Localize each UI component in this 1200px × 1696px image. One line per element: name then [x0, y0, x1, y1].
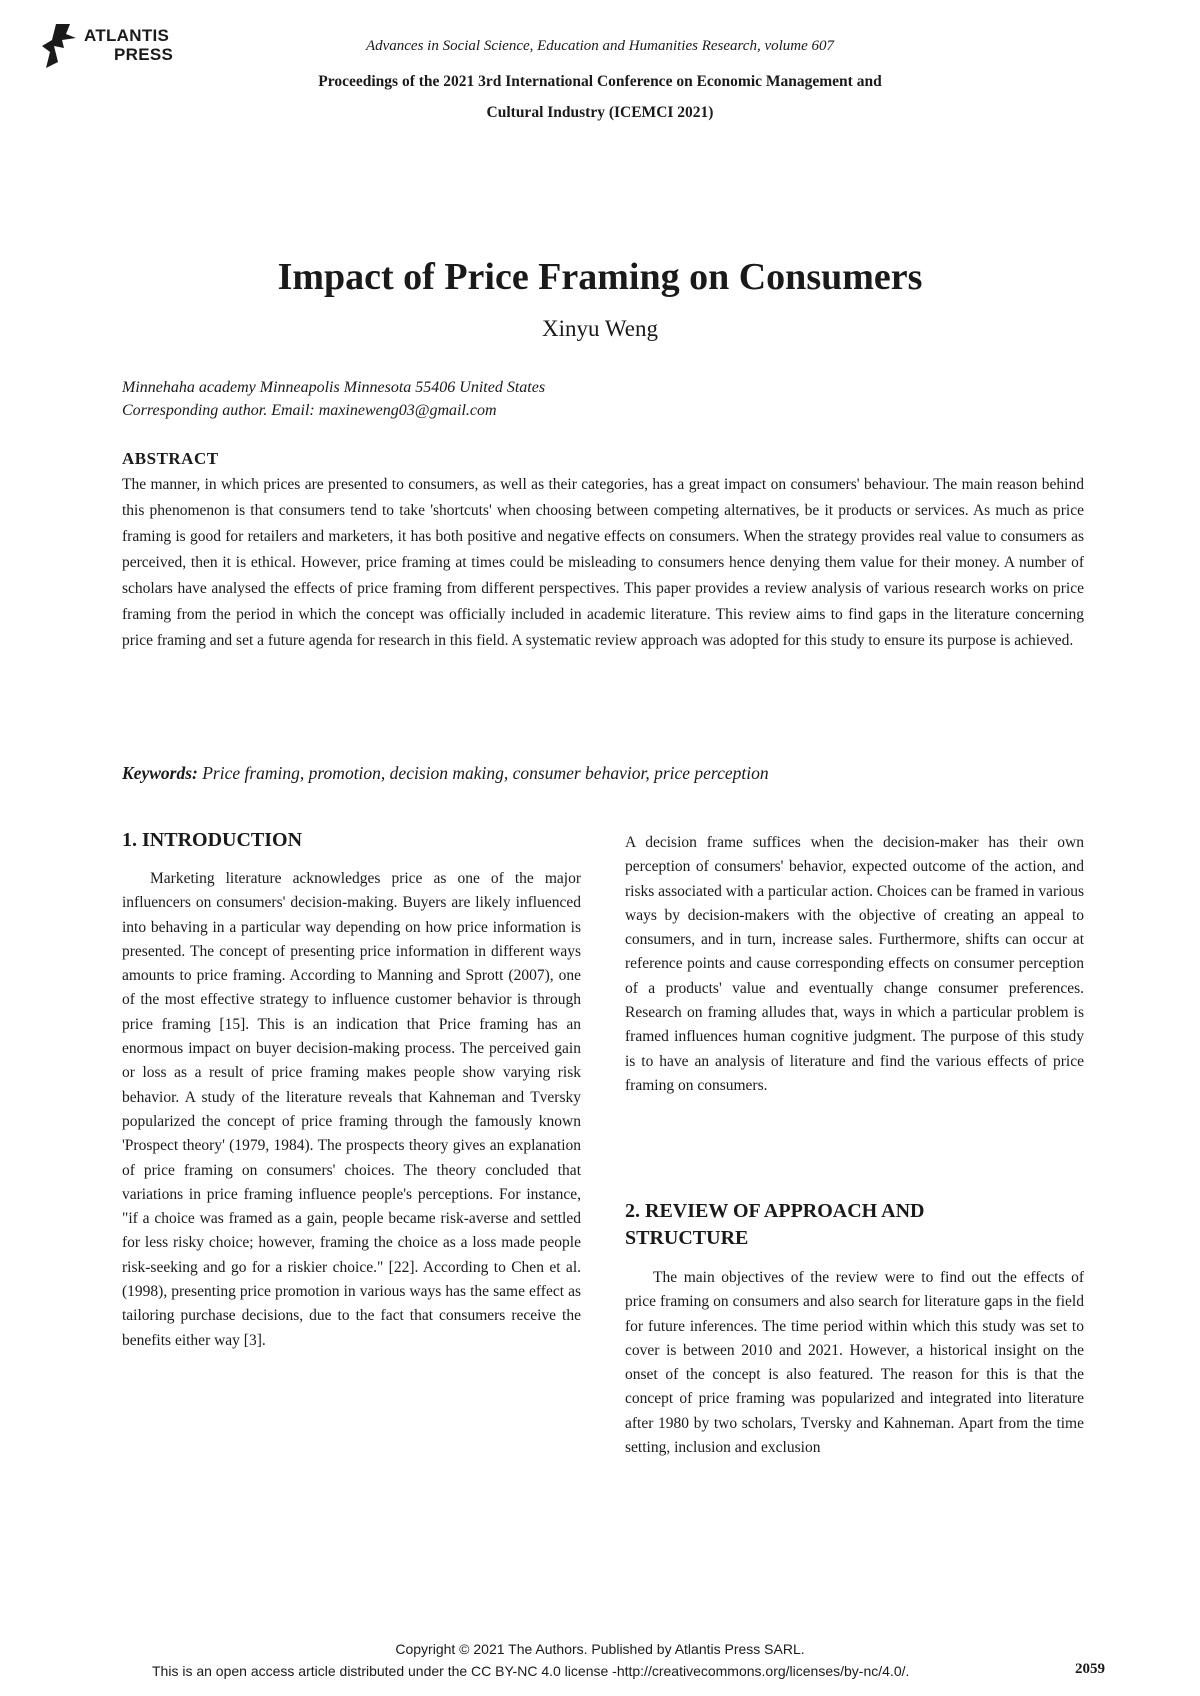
license-notice: This is an open access article distributed under the CC BY-NC 4.0 license -http://creativecommons.org/licenses/by-nc/4.0/.: [152, 1663, 910, 1679]
proceedings-line1: Proceedings of the 2021 3rd International Conference on Economic Management and: [318, 73, 882, 90]
section-2-heading: [625, 1198, 1084, 1252]
proceedings-line2: Cultural Industry (ICEMCI 2021): [486, 104, 714, 121]
proceedings-title: [240, 66, 960, 128]
journal-name: Advances in Social Science, Education and Humanities Research, volume 607: [365, 38, 835, 54]
section-2-heading-line2: STRUCTURE: [625, 1227, 749, 1249]
review-paragraph: The main objectives of the review were to find out the effects of price framing on consumers and also search for literature gaps in the field for future inferences. The time period within which this study was set to cover is between 2010 and 2021. However, a historical insight on the onset of the concept is also featured. The reason for this is that the concept of price framing was popularized and integrated into literature after 1980 by two scholars, Tversky and Kahneman. Apart from the time setting, inclusion and exclusion: [625, 1269, 1084, 1457]
page-number: 2059: [1075, 1661, 1105, 1677]
left-column: [122, 867, 581, 1353]
section-1-heading: 1. INTRODUCTION: [122, 829, 303, 851]
logo-line2: PRESS: [114, 45, 174, 64]
intro-paragraph: Marketing literature acknowledges price as one of the major influencers on consumers' decision-making. Buyers are likely influenced into behaving in a particular way depending on how price information is presented. The concept of presenting price information in different ways amounts to price framing. According to Manning and Sprott (2007), one of the most effective strategy to influence customer behavior is through price framing [15]. This is an indication that Price framing has an enormous impact on buyer decision-making process. The perceived gain or loss as a result of price framing makes people show varying risk behavior. A study of the literature reveals that Kahneman and Tversky popularized the concept of price framing through the famously known 'Prospect theory' (1979, 1984). The prospects theory gives an explanation of price framing on consumers' choices. The theory concluded that variations in price framing influence people's perceptions. For instance, "if a choice was framed as a gain, people became risk-averse and settled for less risky choice; however, framing the choice as a loss made people risk-seeking and go for a riskier choice." [22]. According to Chen et al. (1998), presenting price promotion in various ways has the same effect as tailoring purchase decisions, due to the fact that consumers receive the benefits either way [3].: [122, 870, 581, 1349]
paper-author: Xinyu Weng: [542, 316, 658, 341]
right-column-top: [625, 831, 1084, 1098]
abstract-heading: ABSTRACT: [122, 449, 219, 468]
keywords: [122, 763, 769, 784]
affiliation-line: Minnehaha academy Minneapolis Minnesota 55406 United States: [122, 379, 546, 396]
paper-title: Impact of Price Framing on Consumers: [277, 256, 923, 298]
section-2-heading-line1: 2. REVIEW OF APPROACH AND: [625, 1200, 925, 1222]
intro-continuation-paragraph: A decision frame suffices when the decision-maker has their own perception of consumers' behavior, expected outcome of the action, and risks associated with a particular action. Choices can be framed in various ways by decision-makers with the objective of creating an appeal to consumers, and in turn, increase sales. Furthermore, shifts can occur at reference points and cause corresponding effects on consumer perception of a products' value and eventually change consumer preferences. Research on framing alludes that, ways in which a particular problem is framed influences human cognitive judgment. The purpose of this study is to have an analysis of literature and find the various effects of price framing on consumers.: [625, 834, 1084, 1094]
author-affiliation: [122, 376, 545, 422]
logo-line1: ATLANTIS: [84, 26, 170, 45]
copyright-notice: Copyright © 2021 The Authors. Published by Atlantis Press SARL.: [395, 1641, 805, 1657]
corresponding-author-line: Corresponding author. Email: maxineweng03@gmail.com: [122, 402, 497, 419]
keywords-label: Keywords:: [122, 763, 198, 783]
keywords-text: Price framing, promotion, decision making, consumer behavior, price perception: [202, 763, 769, 783]
right-column-bottom: [625, 1266, 1084, 1460]
abstract-text: The manner, in which prices are presented to consumers, as well as their categories, has a great impact on consumers' behaviour. The main reason behind this phenomenon is that consumers tend to take 'shortcuts' when choosing between competing alternatives, be it products or services. As much as price framing is good for retailers and marketers, it has both positive and negative effects on consumers. When the strategy provides real value to consumers as perceived, then it is ethical. However, price framing at times could be misleading to consumers hence denying them value for their money. A number of scholars have analysed the effects of price framing from different perspectives. This paper provides a review analysis of various research works on price framing from the period in which the concept was officially included in academic literature. This review aims to find gaps in the literature concerning price framing and set a future agenda for research in this field. A systematic review approach was adopted for this study to ensure its purpose is achieved.: [122, 476, 1084, 649]
